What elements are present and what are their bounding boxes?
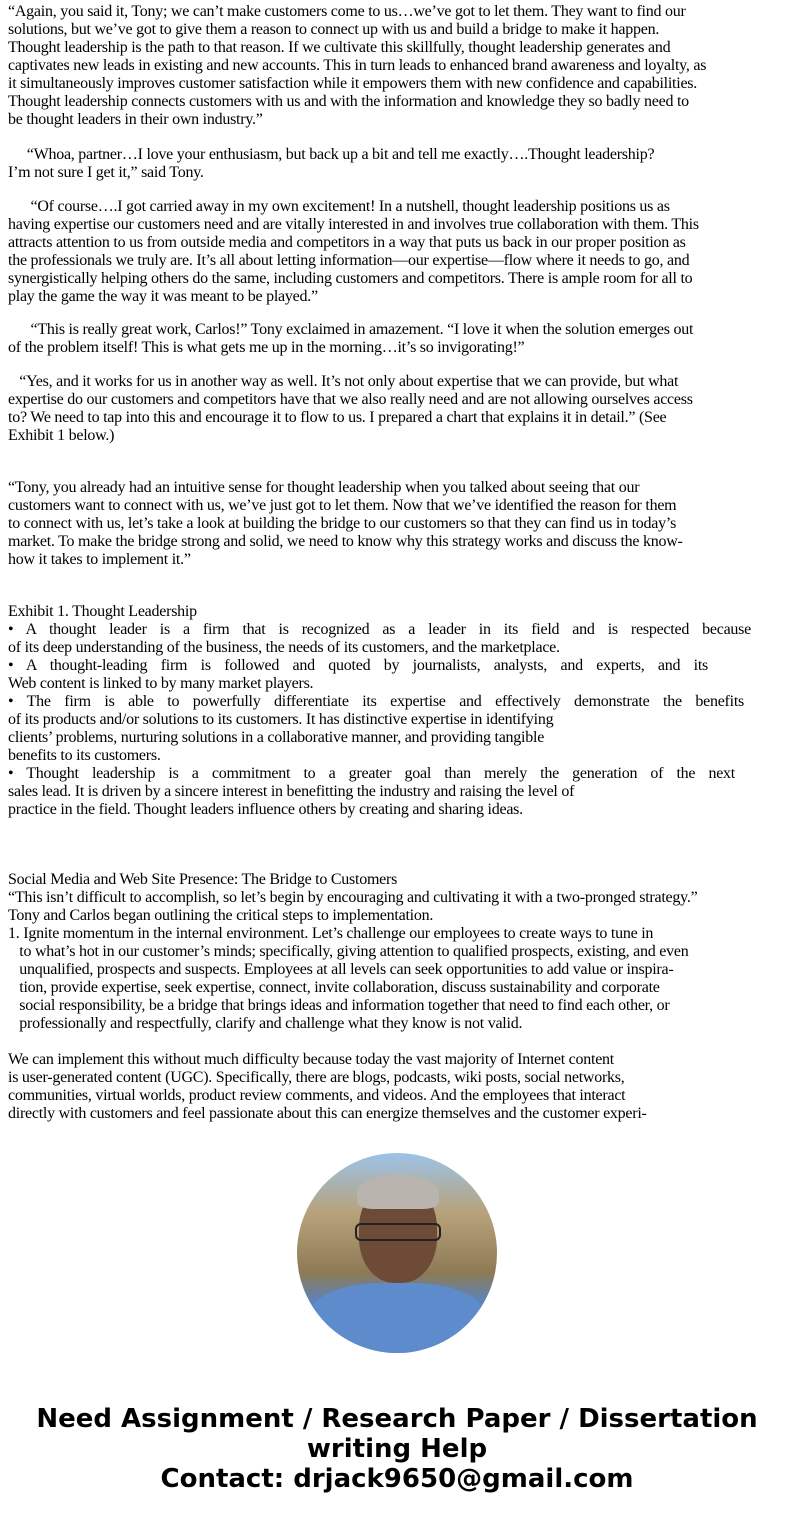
text-line: solutions, but we’ve got to give them a reason to connect up with us and build a bridge to make it happen.: [8, 21, 660, 38]
text-line: the professionals we truly are. It’s all about letting information—our expertise—flow where it needs to go, and: [8, 252, 690, 269]
text-line: communities, virtual worlds, product review comments, and videos. And the employees that interact: [8, 1087, 626, 1104]
banner-contact: Contact: drjack9650@gmail.com: [160, 1464, 634, 1494]
exhibit-title: Exhibit 1. Thought Leadership: [8, 603, 197, 620]
text-line: is user-generated content (UGC). Specifically, there are blogs, podcasts, wiki posts, social networks,: [8, 1069, 625, 1086]
text-line: Exhibit 1 below.): [8, 427, 115, 444]
text-line: market. To make the bridge strong and solid, we need to know why this strategy works and discuss the know-: [8, 533, 683, 550]
text-line: We can implement this without much difficulty because today the vast majority of Internet content: [8, 1051, 614, 1068]
bullet-1: • A thought leader is a firm that is recognized as a leader in its field and is respected because: [8, 621, 751, 638]
text-line: Thought leadership is the path to that reason. If we cultivate this skillfully, thought leadership generates and: [8, 39, 671, 56]
text-line: having expertise our customers need and are vitally interested in and involves true collaboration with them. This: [8, 216, 699, 233]
text-line: of the problem itself! This is what gets me up in the morning…it’s so invigorating!”: [8, 339, 525, 356]
text-line: synergistically helping others do the same, including customers and competitors. There is ample room for all to: [8, 270, 693, 287]
text-line: “This isn’t difficult to accomplish, so let’s begin by encouraging and cultivating it with a two-pronged strategy.”: [8, 889, 698, 906]
banner-line-1: Need Assignment / Research Paper / Dissertation: [36, 1404, 758, 1434]
text-line: “Yes, and it works for us in another way as well. It’s not only about expertise that we can provide, but what: [8, 373, 679, 390]
text-line: social responsibility, be a bridge that brings ideas and information together that need to find each other, or: [8, 997, 670, 1014]
text-line: I’m not sure I get it,” said Tony.: [8, 164, 204, 181]
text-line: captivates new leads in existing and new accounts. This in turn leads to enhanced brand awareness and loyalty, as: [8, 57, 707, 74]
text-line: benefits to its customers.: [8, 747, 161, 764]
text-line: be thought leaders in their own industry.”: [8, 111, 263, 128]
text-line: to? We need to tap into this and encourage it to flow to us. I prepared a chart that explains it in detail.” (See: [8, 409, 667, 426]
text-line: sales lead. It is driven by a sincere interest in benefitting the industry and raising the level of: [8, 783, 575, 800]
bullet-2: • A thought-leading firm is followed and quoted by journalists, analysts, and experts, and its: [8, 657, 708, 674]
text-line: tion, provide expertise, seek expertise, connect, invite collaboration, discuss sustainability and corporate: [8, 979, 660, 996]
text-line: “Again, you said it, Tony; we can’t make customers come to us…we’ve got to let them. They want to find our: [8, 3, 686, 20]
text-line: “Whoa, partner…I love your enthusiasm, but back up a bit and tell me exactly….Thought leadership?: [8, 146, 655, 163]
text-line: attracts attention to us from outside media and competitors in a way that puts us back in our proper position as: [8, 234, 686, 251]
bullet-3: • The firm is able to powerfully differentiate its expertise and effectively demonstrate the benefits: [8, 693, 744, 710]
banner-line-2: writing Help: [306, 1434, 488, 1464]
paragraph-4: [8, 321, 693, 357]
text-line: play the game the way it was meant to be played.”: [8, 288, 318, 305]
text-line: to what’s hot in our customer’s minds; specifically, giving attention to qualified prospects, existing, and even: [8, 943, 689, 960]
text-line: it simultaneously improves customer satisfaction while it empowers them with new confidence and capabilities.: [8, 75, 698, 92]
paragraph-1: [8, 3, 706, 129]
photo-glasses: [355, 1223, 441, 1241]
text-line: 1. Ignite momentum in the internal environment. Let’s challenge our employees to create ways to tune in: [8, 925, 654, 942]
text-line: unqualified, prospects and suspects. Employees at all levels can seek opportunities to add value or inspira-: [8, 961, 674, 978]
text-line: “Of course….I got carried away in my own excitement! In a nutshell, thought leadership positions us as: [8, 198, 670, 215]
photo-hair: [357, 1175, 439, 1209]
text-line: “This is really great work, Carlos!” Tony exclaimed in amazement. “I love it when the solution emerges out: [8, 321, 694, 338]
text-line: “Tony, you already had an intuitive sense for thought leadership when you talked about seeing that our: [8, 479, 640, 496]
text-line: how it takes to implement it.”: [8, 551, 191, 568]
text-line: to connect with us, let’s take a look at building the bridge to our customers so that they can find us in today’s: [8, 515, 677, 532]
text-line: clients’ problems, nurturing solutions in a collaborative manner, and providing tangible: [8, 729, 545, 746]
text-line: customers want to connect with us, we’ve just got to let them. Now that we’ve identified the reason for them: [8, 497, 677, 514]
contact-banner: [0, 1404, 794, 1494]
paragraph-5: [8, 373, 693, 445]
text-line: Tony and Carlos began outlining the critical steps to implementation.: [8, 907, 434, 924]
photo-shirt: [307, 1283, 487, 1353]
author-photo: [297, 1153, 497, 1353]
bullet-4: • Thought leadership is a commitment to a greater goal than merely the generation of the next: [8, 765, 735, 782]
text-line: expertise do our customers and competitors have that we also really need and are not allowing ourselves access: [8, 391, 693, 408]
text-line: directly with customers and feel passionate about this can energize themselves and the customer experi-: [8, 1105, 647, 1122]
text-line: Thought leadership connects customers with us and with the information and knowledge they so badly need to: [8, 93, 689, 110]
text-line: of its deep understanding of the business, the needs of its customers, and the marketplace.: [8, 639, 560, 656]
paragraph-6: [8, 479, 683, 569]
paragraph-3: [8, 198, 699, 306]
exhibit-1: [8, 603, 751, 819]
section-social-media: [8, 871, 697, 1033]
text-line: professionally and respectfully, clarify and challenge what they know is not valid.: [8, 1015, 523, 1032]
closing-paragraph: [8, 1051, 647, 1123]
text-line: Web content is linked to by many market players.: [8, 675, 314, 692]
paragraph-2: [8, 146, 654, 182]
text-line: practice in the field. Thought leaders influence others by creating and sharing ideas.: [8, 801, 523, 818]
text-line: of its products and/or solutions to its customers. It has distinctive expertise in identifying: [8, 711, 554, 728]
section-heading: Social Media and Web Site Presence: The Bridge to Customers: [8, 871, 398, 888]
